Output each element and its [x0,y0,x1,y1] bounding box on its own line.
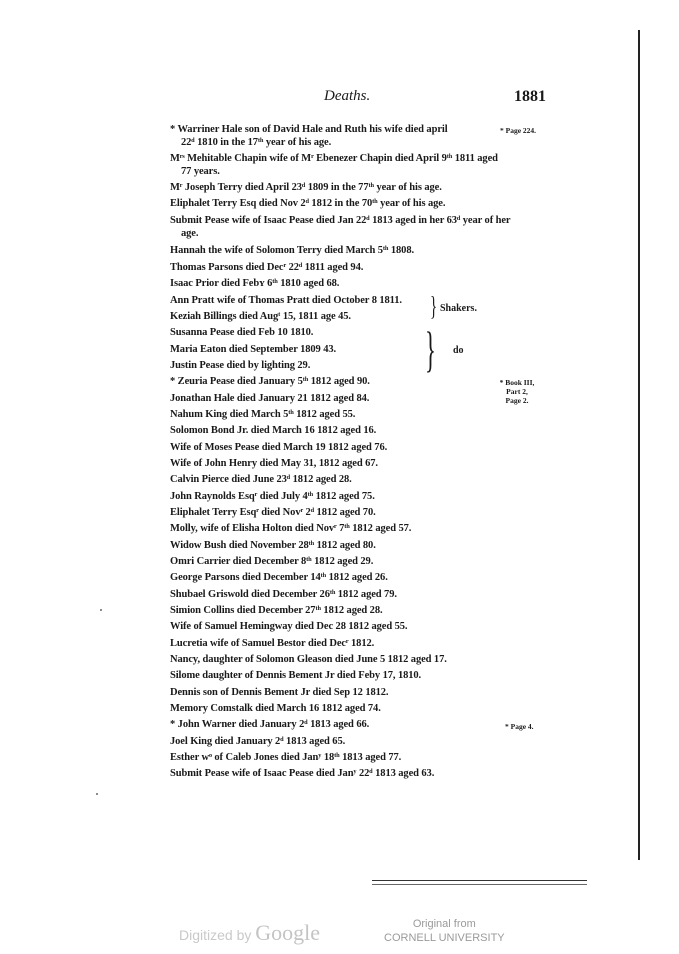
entry-line: Wife of Samuel Hemingway died Dec 28 1812 aged 55. [170,621,408,632]
entry-line: Mʳ Joseph Terry died April 23ᵈ 1809 in the 77ᵗʰ year of his age. [170,182,442,193]
entry-line: Dennis son of Dennis Bement Jr died Sep 12 1812. [170,687,389,698]
entry-line: age. [181,228,199,239]
margin-note-page-4: * Page 4. [505,722,534,731]
digitized-watermark [179,920,320,946]
original-from-label: Original from [412,918,476,930]
brace-label-ditto: do [453,345,464,356]
entry-line: Maria Eaton died September 1809 43. [170,344,337,355]
margin-note-line: Part 2, [506,387,528,396]
entry-line: John Raynolds Esqʳ died July 4ᵗʰ 1812 aged 75. [170,491,375,502]
entry-line: Jonathan Hale died January 21 1812 aged 84. [170,393,370,404]
margin-note-line: Page 2. [505,396,529,405]
entry-line: Memory Comstalk died March 16 1812 aged 74. [170,703,381,714]
institution-label: CORNELL UNIVERSITY [384,932,505,944]
entry-line: Eliphalet Terry Esqʳ died Novʳ 2ᵈ 1812 aged 70. [170,507,376,518]
entry-line: * Zeuria Pease died January 5ᵗʰ 1812 aged 90. [170,376,370,387]
entry-line: Eliphalet Terry Esq died Nov 2ᵈ 1812 in the 70ᵗʰ year of his age. [170,198,446,209]
entry-line: Susanna Pease died Feb 10 1810. [170,327,314,338]
entry-line: Widow Bush died November 28ᵗʰ 1812 aged 80. [170,540,376,551]
entry-line: Molly, wife of Elisha Holton died Novʳ 7ᵗʰ 1812 aged 57. [170,523,412,534]
page-edge-rule [638,30,640,860]
entry-line: Silome daughter of Dennis Bement Jr died Feby 17, 1810. [170,670,422,681]
entry-line: 77 years. [181,166,220,177]
entry-line: 22ᵈ 1810 in the 17ᵗʰ year of his age. [181,137,332,148]
brace-ditto: } [425,321,436,377]
entry-line: Joel King died January 2ᵈ 1813 aged 65. [170,736,346,747]
brace-label-shakers: Shakers. [440,303,477,314]
entry-line: Keziah Billings died Augᵗ 15, 1811 age 45. [170,311,351,322]
entry-line: George Parsons died December 14ᵗʰ 1812 aged 26. [170,572,388,583]
running-title: Deaths. [324,88,371,104]
entry-line: Thomas Parsons died Decʳ 22ᵈ 1811 aged 94. [170,262,364,273]
entry-line: Shubael Griswold died December 26ᵗʰ 1812 aged 79. [170,589,397,600]
brace-shakers: } [430,291,438,321]
google-logo: Google [255,920,321,945]
scan-speck [96,793,98,795]
margin-note-book-iii [493,378,541,405]
entry-line: * John Warner died January 2ᵈ 1813 aged 66. [170,719,370,730]
entry-line: Submit Pease wife of Isaac Pease died Janʸ 22ᵈ 1813 aged 63. [170,768,435,779]
entry-line: Esther wᵒ of Caleb Jones died Janʸ 18ᵗʰ 1813 aged 77. [170,752,402,763]
margin-note-line: * Book III, [499,378,535,387]
entry-line: Omri Carrier died December 8ᵗʰ 1812 aged 29. [170,556,374,567]
entry-line: Isaac Prior died Febʏ 6ᵗʰ 1810 aged 68. [170,278,340,289]
margin-note-page-224: * Page 224. [500,126,537,135]
entry-line: Simion Collins died December 27ᵗʰ 1812 aged 28. [170,605,383,616]
entry-line: Justin Pease died by lighting 29. [170,360,311,371]
entry-line: Nahum King died March 5ᵗʰ 1812 aged 55. [170,409,356,420]
entry-line: Ann Pratt wife of Thomas Pratt died October 8 1811. [170,295,402,306]
digitized-label: Digitized by [179,927,252,943]
bottom-rule [372,880,587,881]
scan-speck [100,609,102,611]
entry-line: Wife of John Henry died May 31, 1812 aged 67. [170,458,378,469]
entry-line: Nancy, daughter of Solomon Gleason died June 5 1812 aged 17. [170,654,447,665]
entry-line: * Warriner Hale son of David Hale and Ruth his wife died april [170,124,448,135]
entry-line: Calvin Pierce died June 23ᵈ 1812 aged 28. [170,474,352,485]
entry-line: Lucretia wife of Samuel Bestor died Decʳ 1812. [170,638,375,649]
source-watermark [384,917,505,945]
entry-line: Wife of Moses Pease died March 19 1812 aged 76. [170,442,388,453]
entry-line: Hannah the wife of Solomon Terry died March 5ᵗʰ 1808. [170,245,414,256]
page-number: 1881 [514,88,546,105]
entry-line: Submit Pease wife of Isaac Pease died Jan 22ᵈ 1813 aged in her 63ᵈ year of her [170,215,511,226]
entry-line: Solomon Bond Jr. died March 16 1812 aged 16. [170,425,377,436]
entry-line: Mʳˢ Mehitable Chapin wife of Mʳ Ebenezer Chapin died April 9ᵗʰ 1811 aged [170,153,498,164]
bottom-rule-2 [372,884,587,885]
